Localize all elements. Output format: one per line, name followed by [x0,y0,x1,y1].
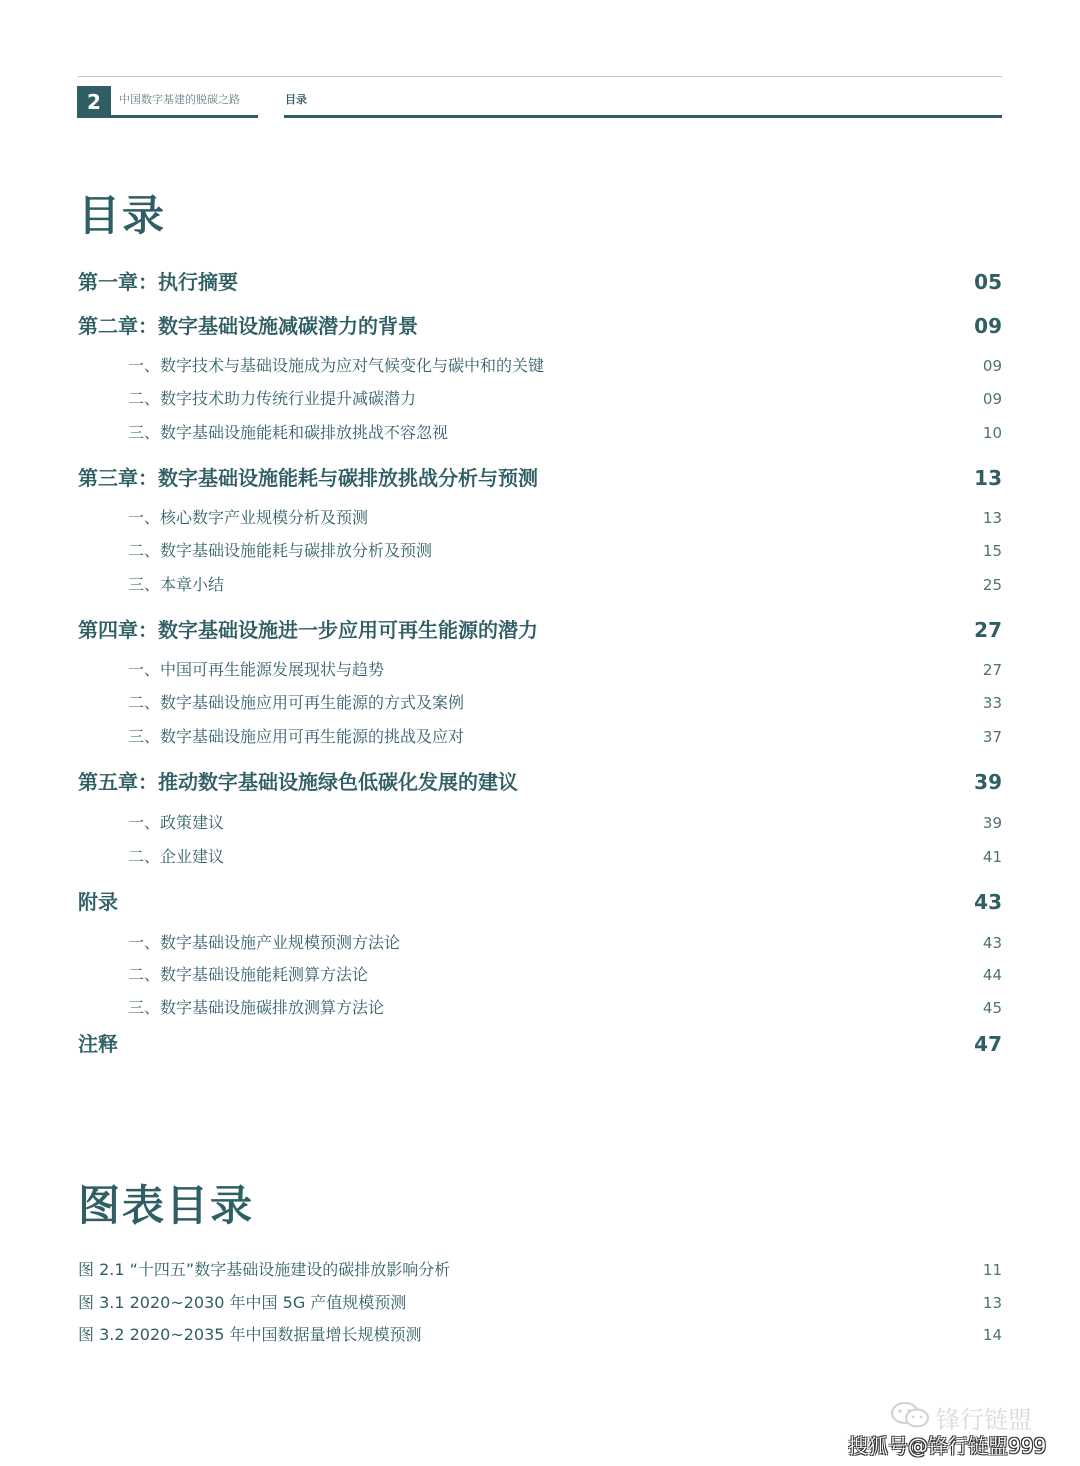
toc-entry-label: 一、数字基础设施产业规模预测方法论 [128,933,401,952]
toc-entry-label: 二、数字基础设施应用可再生能源的方式及案例 [128,693,465,712]
toc-entry-page: 27 [982,661,1002,679]
header-rule-right [284,115,1002,118]
toc-entry-page: 15 [982,542,1002,560]
toc-entry-label: 一、政策建议 [128,813,225,832]
toc-entry[interactable] [78,766,1002,795]
figure-entry-page: 14 [982,1326,1002,1344]
toc-entry[interactable] [78,844,1002,867]
toc-entry[interactable] [78,353,1002,376]
toc-entry-page: 10 [982,424,1002,442]
toc-entry-page: 09 [982,357,1002,375]
figure-entry-label: 图 3.2 2020~2035 年中国数据量增长规模预测 [78,1325,422,1344]
toc-entry[interactable] [78,995,1002,1018]
watermark-account: 锋行链盟 [936,1406,1032,1434]
toc-entry-label: 二、企业建议 [128,847,225,866]
toc-entry-page: 39 [982,814,1002,832]
toc-entry-label: 第二章：数字基础设施减碳潜力的背景 [78,314,418,338]
toc-entry[interactable] [78,572,1002,595]
toc-entry-page: 05 [974,270,1002,294]
page-number: 2 [77,86,111,118]
toc-entry-page: 09 [982,390,1002,408]
toc-entry-label: 第四章：数字基础设施进一步应用可再生能源的潜力 [78,618,538,642]
toc-entry[interactable] [78,886,1002,915]
toc-entry-page: 43 [974,890,1002,914]
toc-entry-label: 二、数字基础设施能耗测算方法论 [128,965,369,984]
toc-entry[interactable] [78,386,1002,409]
toc-entry-label: 三、数字基础设施应用可再生能源的挑战及应对 [128,727,465,746]
toc-entry-page: 41 [982,848,1002,866]
toc-entry[interactable] [78,505,1002,528]
toc-heading: 目录 [78,191,167,240]
toc-entry-label: 二、数字基础设施能耗与碳排放分析及预测 [128,541,433,560]
figure-entry-label: 图 2.1 “十四五”数字基础设施建设的碳排放影响分析 [78,1260,451,1279]
toc-entry-label: 第五章：推动数字基础设施绿色低碳化发展的建议 [78,770,518,794]
toc-entry[interactable] [78,614,1002,643]
document-title: 中国数字基建的脱碳之路 [119,93,240,106]
figures-heading: 图表目录 [78,1181,255,1230]
toc-entry-page: 43 [982,934,1002,952]
figure-entry[interactable] [78,1257,1002,1280]
toc-entry[interactable] [78,266,1002,295]
figure-entry-page: 11 [982,1261,1002,1279]
toc-entry-label: 二、数字技术助力传统行业提升减碳潜力 [128,389,417,408]
toc-entry-label: 第一章：执行摘要 [78,270,238,294]
toc-entry[interactable] [78,930,1002,953]
header-rule-left [111,115,258,118]
toc-entry-page: 27 [974,618,1002,642]
toc-entry[interactable] [78,962,1002,985]
toc-entry-page: 25 [982,576,1002,594]
toc-entry[interactable] [78,690,1002,713]
toc-entry[interactable] [78,1028,1002,1057]
toc-entry-page: 44 [982,966,1002,984]
sohu-watermark: 搜狐号@锋行链盟999 [848,1434,1047,1458]
toc-entry-page: 45 [982,999,1002,1017]
toc-entry-label: 三、数字基础设施能耗和碳排放挑战不容忽视 [128,423,449,442]
toc-entry-label: 一、核心数字产业规模分析及预测 [128,508,369,527]
toc-entry-page: 09 [974,314,1002,338]
toc-entry-label: 第三章：数字基础设施能耗与碳排放挑战分析与预测 [78,466,538,490]
header-top-rule [78,76,1002,77]
toc-entry-label: 三、数字基础设施碳排放测算方法论 [128,998,385,1017]
figure-entry[interactable] [78,1290,1002,1313]
toc-entry[interactable] [78,310,1002,339]
figure-entry-page: 13 [982,1294,1002,1312]
toc-entry-page: 47 [974,1032,1002,1056]
toc-entry[interactable] [78,462,1002,491]
toc-entry-label: 一、数字技术与基础设施成为应对气候变化与碳中和的关键 [128,356,545,375]
toc-entry[interactable] [78,538,1002,561]
section-label: 目录 [285,93,307,106]
toc-entry-label: 三、本章小结 [128,575,225,594]
toc-entry-page: 39 [974,770,1002,794]
toc-entry-label: 一、中国可再生能源发展现状与趋势 [128,660,385,679]
toc-entry-label: 附录 [78,890,118,914]
figure-entry-label: 图 3.1 2020~2030 年中国 5G 产值规模预测 [78,1293,407,1312]
toc-entry-page: 13 [974,466,1002,490]
toc-entry[interactable] [78,810,1002,833]
toc-entry-label: 注释 [78,1032,118,1056]
toc-entry[interactable] [78,724,1002,747]
toc-entry-page: 33 [982,694,1002,712]
toc-entry[interactable] [78,420,1002,443]
toc-entry-page: 13 [982,509,1002,527]
figure-entry[interactable] [78,1322,1002,1345]
toc-entry-page: 37 [982,728,1002,746]
toc-entry[interactable] [78,657,1002,680]
